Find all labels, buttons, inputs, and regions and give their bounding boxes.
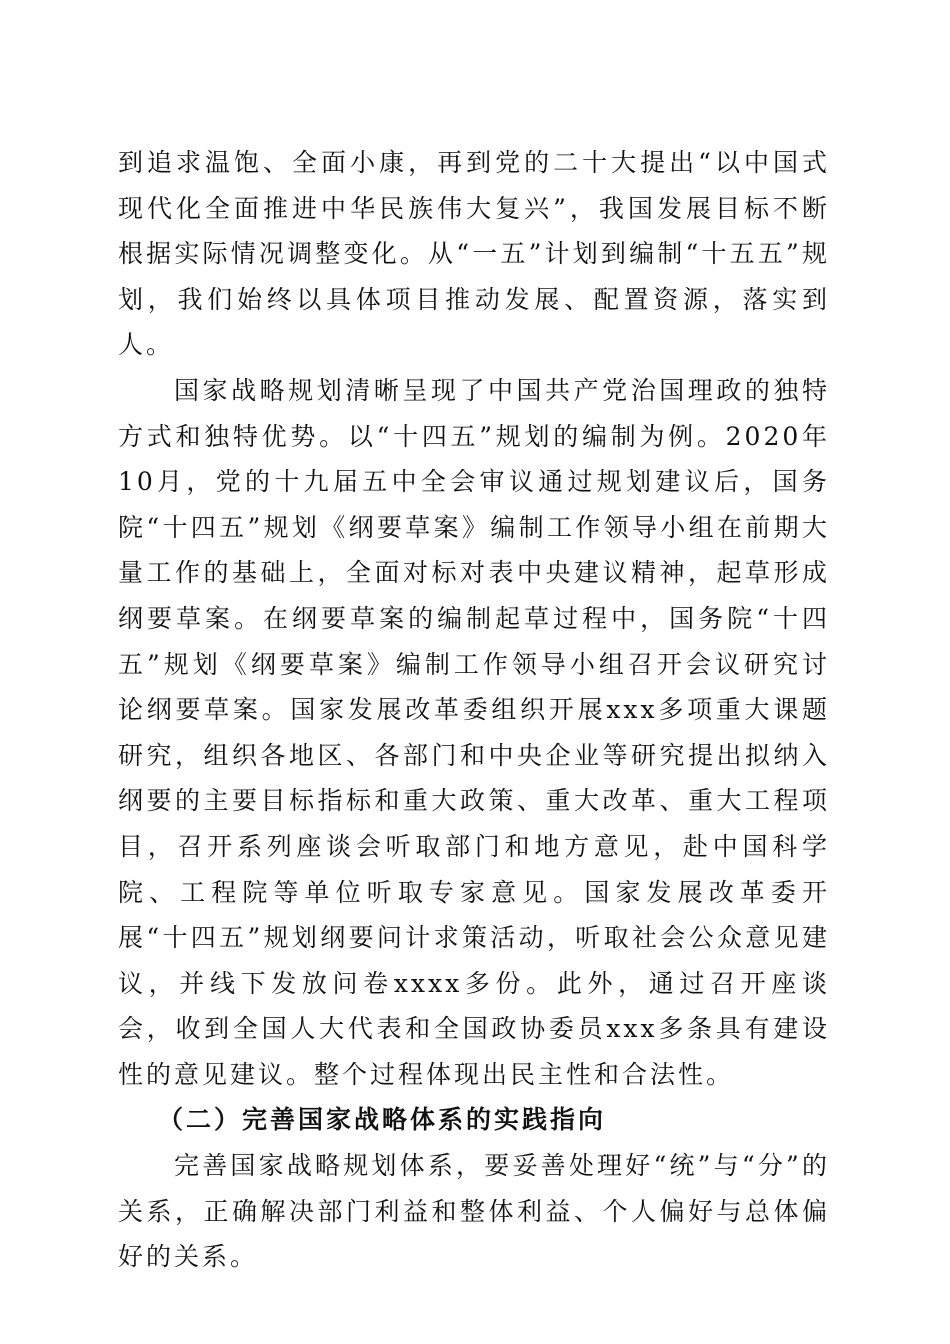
paragraph-continuation: 到追求温饱、全面小康，再到党的二十大提出“以中国式现代化全面推进中华民族伟大复兴”，我国发展目标不断根据实际情况调整变化。从“一五”计划到编制“十五五”规划，我们始终以具体项目推动发展、配置资源，落实到人。 bbox=[118, 148, 830, 360]
paragraph-closing: 完善国家战略规划体系，要妥善处理好“统”与“分”的关系，正确解决部门利益和整体利益、个人偏好与总体偏好的关系。 bbox=[118, 1151, 830, 1272]
document-body bbox=[118, 140, 830, 1280]
paragraph-planning-example: 国家战略规划清晰呈现了中国共产党治国理政的独特方式和独特优势。以“十四五”规划的编制为例。2020年10月，党的十九届五中全会审议通过规划建议后，国务院“十四五”规划《纲要草案》编制工作领导小组在前期大量工作的基础上，全面对标对表中央建议精神，起草形成纲要草案。在纲要草案的编制起草过程中，国务院“十四五”规划《纲要草案》编制工作领导小组召开会议研究讨论纲要草案。国家发展改革委组织开展xxx多项重大课题研究，组织各地区、各部门和中央企业等研究提出拟纳入纲要的主要目标指标和重大政策、重大改革、重大工程项目，召开系列座谈会听取部门和地方意见，赴中国科学院、工程院等单位听取专家意见。国家发展改革委开展“十四五”规划纲要问计求策活动，听取社会公众意见建议，并线下发放问卷xxxx多份。此外，通过召开座谈会，收到全国人大代表和全国政协委员xxx多条具有建设性的意见建议。整个过程体现出民主性和合法性。 bbox=[118, 375, 830, 1089]
section-heading: （二）完善国家战略体系的实践指向 bbox=[158, 1105, 607, 1135]
